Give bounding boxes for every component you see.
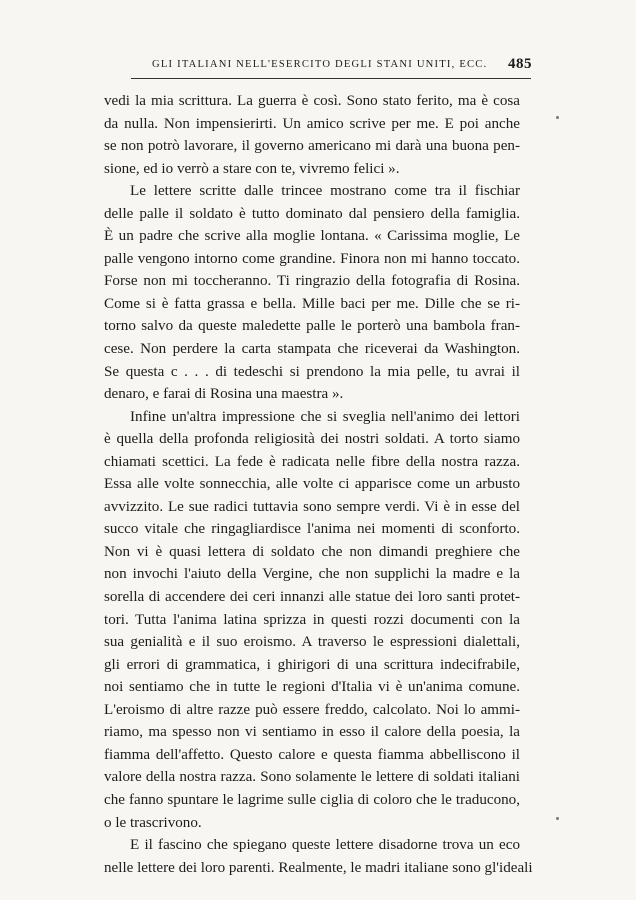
text-line: avvizzito. Le sue radici tuttavia sono sempre verdi. Vi è in esse del xyxy=(104,498,520,515)
page-number: 485 xyxy=(508,56,532,72)
text-line: che fanno spuntare le lagrime sulle ciglia di coloro che le traducono, xyxy=(104,791,520,808)
running-head xyxy=(112,57,532,77)
text-line: Le lettere scritte dalle trincee mostrano come tra il fischiar xyxy=(130,183,520,200)
text-line: sua genialità e il suo eroismo. A traverso le espressioni dialettali, xyxy=(104,634,520,651)
text-line: Infine un'altra impressione che si sveglia nell'animo dei lettori xyxy=(130,408,520,425)
text-line: L'eroismo di altre razze può essere freddo, calcolato. Noi lo ammi- xyxy=(104,701,520,718)
text-line: succo vitale che ringagliardisce l'anima nei momenti di sconforto. xyxy=(104,521,520,538)
text-line: Non vi è quasi lettera di soldato che non dimandi preghiere che xyxy=(104,543,520,560)
text-line: Forse non mi toccheranno. Ti ringrazio della fotografia di Rosina. xyxy=(104,273,520,290)
text-line: riamo, ma spesso non vi sentiamo in esso il calore della poesia, la xyxy=(104,724,520,741)
text-line: denaro, e farai di Rosina una maestra ». xyxy=(104,386,344,403)
header-rule xyxy=(131,78,531,79)
text-line: tori. Tutta l'anima latina sprizza in questi rozzi documenti con la xyxy=(104,611,520,628)
text-line: valore della nostra razza. Sono solamente le lettere di soldati italiani xyxy=(104,769,520,786)
text-line: fiamma dell'affetto. Questo calore e questa fiamma abbelliscono il xyxy=(104,746,520,763)
text-line: sorella di accendere dei ceri innanzi alle statue dei loro santi protet- xyxy=(104,589,520,606)
text-line: da nulla. Non impensierirti. Un amico scrive per me. E poi anche xyxy=(104,115,520,132)
body-text xyxy=(104,90,533,879)
text-line: E il fascino che spiegano queste lettere disadorne trova un eco xyxy=(130,837,520,854)
text-line: Se questa c . . . di tedeschi si prendono la mia pelle, tu avrai il xyxy=(104,363,520,380)
text-line: Come si è fatta grassa e bella. Mille baci per me. Dille che se ri- xyxy=(104,295,520,312)
text-line: cese. Non perdere la carta stampata che riceverai da Washington. xyxy=(104,341,520,358)
text-line: è quella della profonda religiosità dei nostri soldati. A torto siamo xyxy=(104,431,520,448)
text-line: non invochi l'aiuto della Vergine, che non supplichi la madre e la xyxy=(104,566,520,583)
text-line: Essa alle volte sonnecchia, alle volte ci apparisce come un arbusto xyxy=(104,476,520,493)
text-line: chiamati scettici. La fede è radicata nelle fibre della nostra razza. xyxy=(104,453,520,470)
text-line: gli errori di grammatica, i ghirigori di una scrittura indecifrabile, xyxy=(104,656,520,673)
text-line: se non potrò lavorare, il governo americano mi darà una buona pen- xyxy=(104,138,520,155)
running-title: GLI ITALIANI NELL'ESERCITO DEGLI STANI UNITI, ECC. xyxy=(152,59,488,70)
text-line: delle palle il soldato è tutto dominato dal pensiero della famiglia. xyxy=(104,205,520,222)
text-line: o le trascrivono. xyxy=(104,814,202,831)
text-line: palle vengono intorno come grandine. Finora non mi hanno toccato. xyxy=(104,250,520,267)
paper-speck xyxy=(556,116,559,119)
text-line: È un padre che scrive alla moglie lontana. « Carissima moglie, Le xyxy=(104,228,520,245)
text-line: sione, ed io verrò a stare con te, vivremo felici ». xyxy=(104,160,400,177)
text-line: torno salvo da queste maledette palle le porterò una bambola fran- xyxy=(104,318,520,335)
text-line: nelle lettere dei loro parenti. Realmente, le madri italiane sono gl'ideali xyxy=(104,859,533,876)
text-line: noi sentiamo che in tutte le regioni d'Italia vi è un'anima comune. xyxy=(104,679,520,696)
text-line: vedi la mia scrittura. La guerra è così. Sono stato ferito, ma è cosa xyxy=(104,93,520,109)
paper-speck xyxy=(556,817,559,820)
